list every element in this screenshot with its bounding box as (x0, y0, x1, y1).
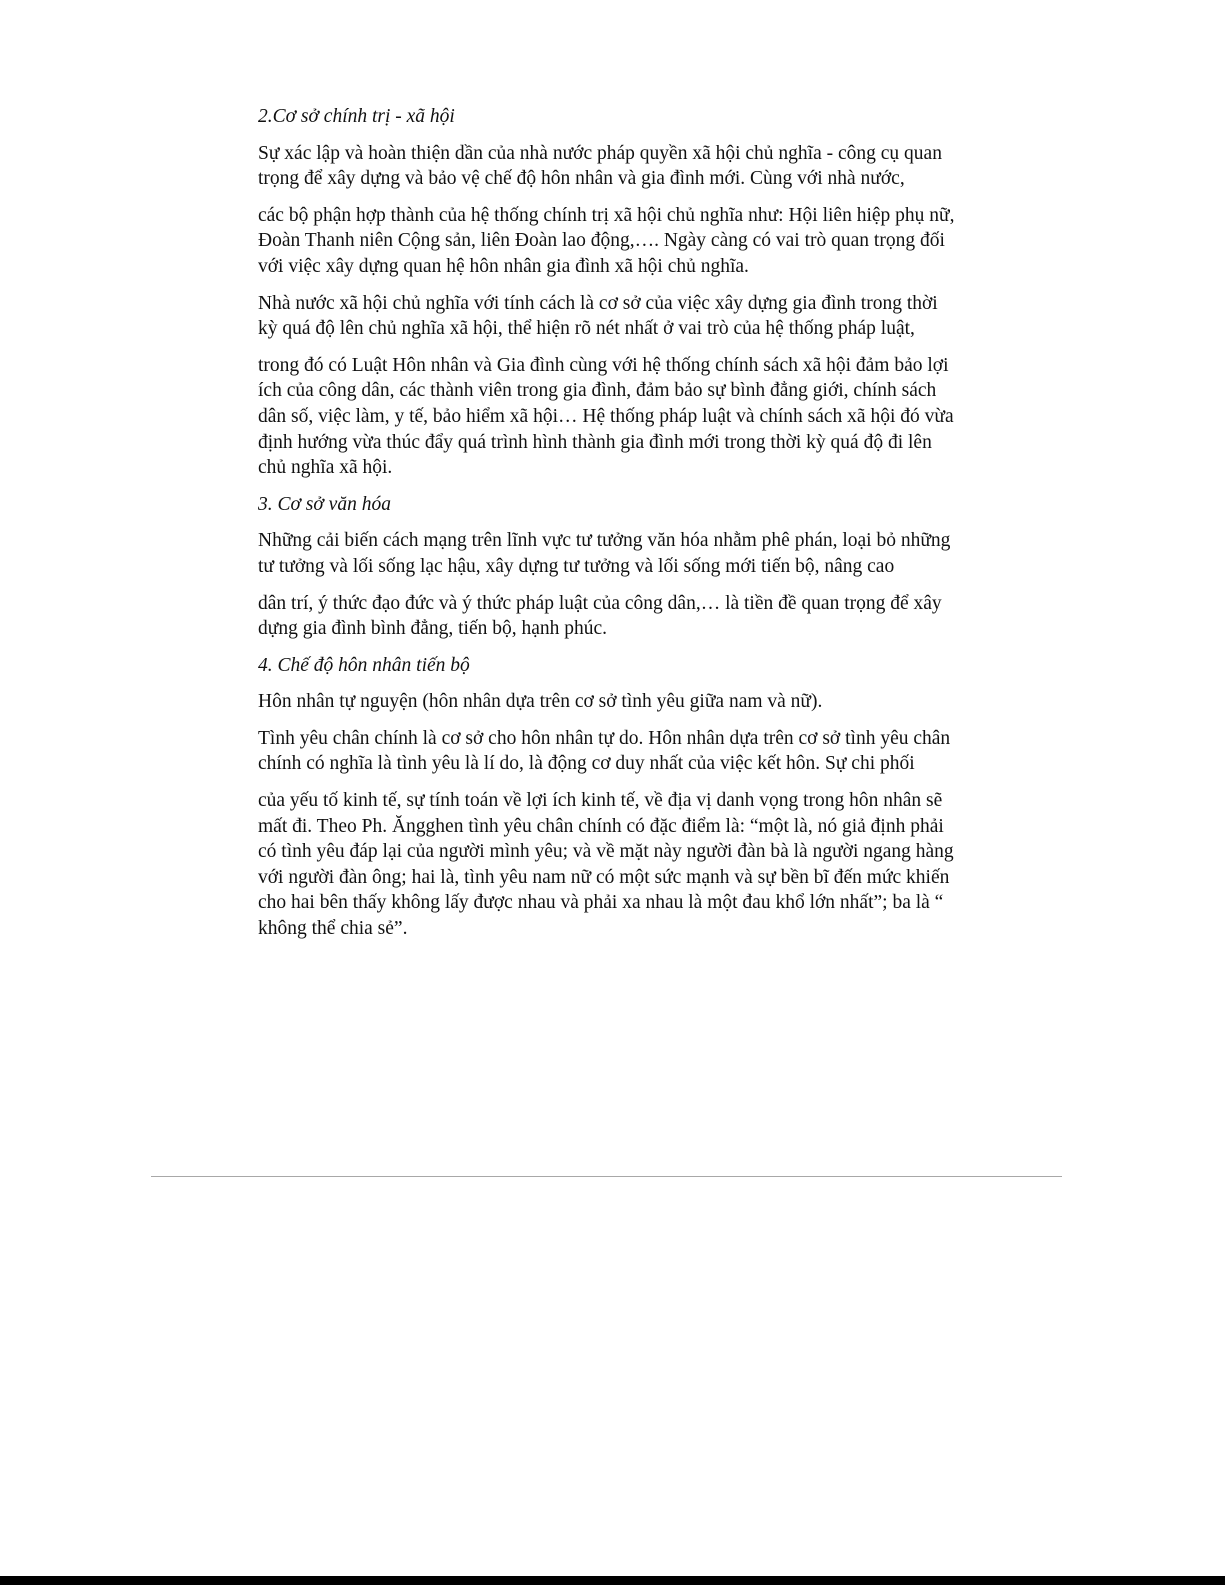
section-heading-political-social: 2.Cơ sở chính trị - xã hội (258, 106, 455, 127)
section-heading-culture: 3. Cơ sở văn hóa (258, 493, 391, 515)
paragraph: của yếu tố kinh tế, sự tính toán về lợi ích kinh tế, về địa vị danh vọng trong hôn nhân sẽ mất đi. Theo Ph. Ăngghen tình yêu chân chính có đặc điểm là: “một là, nó giả định phải có tình yêu đáp lại của người mình yêu; và về mặt này người đàn bà là người ngang hàng với người đàn ông; hai là, tình yêu nam nữ có một sức mạnh và sự bền bĩ đến mức khiến cho hai bên thấy không lấy được nhau và phải xa nhau là một đau khổ lớn nhất”; ba là “ không thể chia sẻ”. (258, 790, 954, 940)
document-body (258, 104, 958, 953)
paragraph: các bộ phận hợp thành của hệ thống chính trị xã hội chủ nghĩa như: Hội liên hiệp phụ nữ, Đoàn Thanh niên Cộng sản, liên Đoàn lao động,…. Ngày càng có vai trò quan trọng đối với việc xây dựng quan hệ hôn nhân gia đình xã hội chủ nghĩa. (258, 204, 955, 277)
paragraph: Những cải biến cách mạng trên lĩnh vực tư tưởng văn hóa nhằm phê phán, loại bỏ những tư tưởng và lối sống lạc hậu, xây dựng tư tưởng và lối sống mới tiến bộ, nâng cao (258, 530, 951, 577)
paragraph: dân trí, ý thức đạo đức và ý thức pháp luật của công dân,… là tiền đề quan trọng để xây dựng gia đình bình đẳng, tiến bộ, hạnh phúc. (258, 592, 942, 640)
page-divider (151, 1176, 1062, 1177)
paragraph: Hôn nhân tự nguyện (hôn nhân dựa trên cơ sở tình yêu giữa nam và nữ). (258, 691, 823, 713)
section-heading-marriage: 4. Chế độ hôn nhân tiến bộ (258, 654, 470, 676)
paragraph: trong đó có Luật Hôn nhân và Gia đình cùng với hệ thống chính sách xã hội đảm bảo lợi ích của công dân, các thành viên trong gia đình, đảm bảo sự bình đẳng giới, chính sách dân số, việc làm, y tế, bảo hiểm xã hội… Hệ thống pháp luật và chính sách xã hội đó vừa định hướng vừa thúc đẩy quá trình hình thành gia đình mới trong thời kỳ quá độ đi lên chủ nghĩa xã hội. (258, 354, 954, 479)
bottom-edge-bar (0, 1576, 1225, 1585)
paragraph: Nhà nước xã hội chủ nghĩa với tính cách là cơ sở của việc xây dựng gia đình trong thời kỳ quá độ lên chủ nghĩa xã hội, thể hiện rõ nét nhất ở vai trò của hệ thống pháp luật, (258, 292, 938, 340)
paragraph: Sự xác lập và hoàn thiện dần của nhà nước pháp quyền xã hội chủ nghĩa - công cụ quan trọng để xây dựng và bảo vệ chế độ hôn nhân và gia đình mới. Cùng với nhà nước, (258, 142, 942, 190)
paragraph: Tình yêu chân chính là cơ sở cho hôn nhân tự do. Hôn nhân dựa trên cơ sở tình yêu chân chính có nghĩa là tình yêu là lí do, là động cơ duy nhất của việc kết hôn. Sự chi phối (258, 727, 951, 775)
